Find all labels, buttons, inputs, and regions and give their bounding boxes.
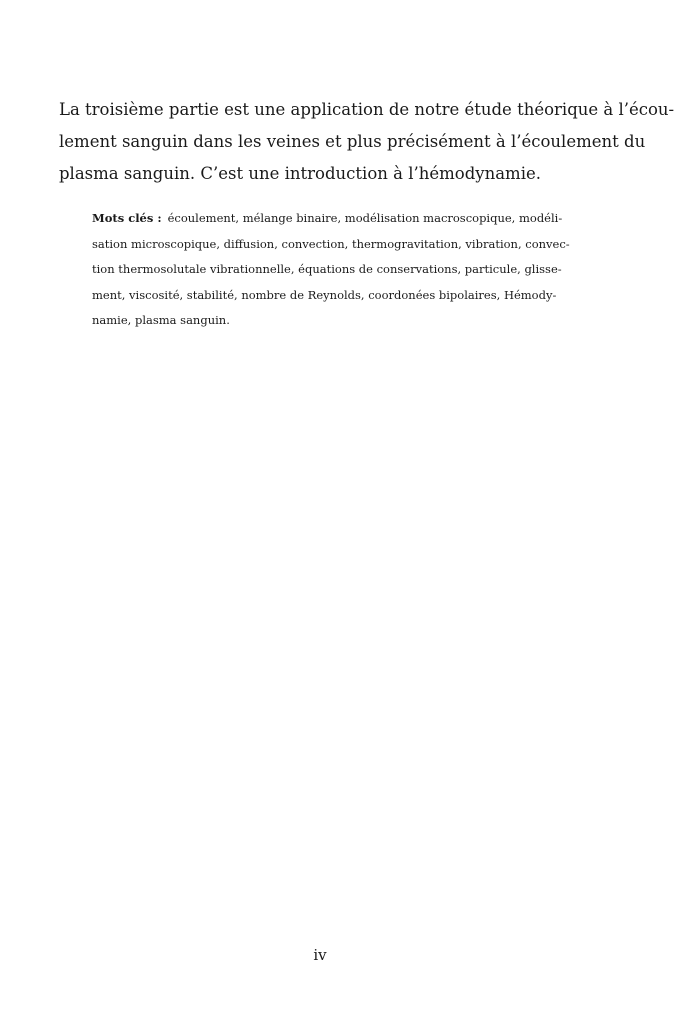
keywords-label: Mots clés : [92,211,162,225]
keywords-line [92,206,563,232]
paragraph-line: plasma sanguin. C’est une introduction à l’hémodynamie. [59,164,541,183]
keywords-line: sation microscopique, diffusion, convection, thermogravitation, vibration, convec- [92,236,570,251]
page-number: iv [313,946,327,964]
keywords-block [92,206,570,334]
keywords-line: ment, viscosité, stabilité, nombre de Reynolds, coordonées bipolaires, Hémody- [92,287,557,302]
keywords-text: écoulement, mélange binaire, modélisation macroscopique, modéli- [167,211,563,225]
paragraph-line: La troisième partie est une application de notre étude théorique à l’écou- [59,100,675,119]
body-paragraph [59,94,675,190]
paragraph-line: lement sanguin dans les veines et plus précisément à l’écoulement du [59,132,646,151]
keywords-line: namie, plasma sanguin. [92,313,230,327]
keywords-line: tion thermosolutale vibrationnelle, équations de conservations, particule, glisse- [92,262,562,276]
